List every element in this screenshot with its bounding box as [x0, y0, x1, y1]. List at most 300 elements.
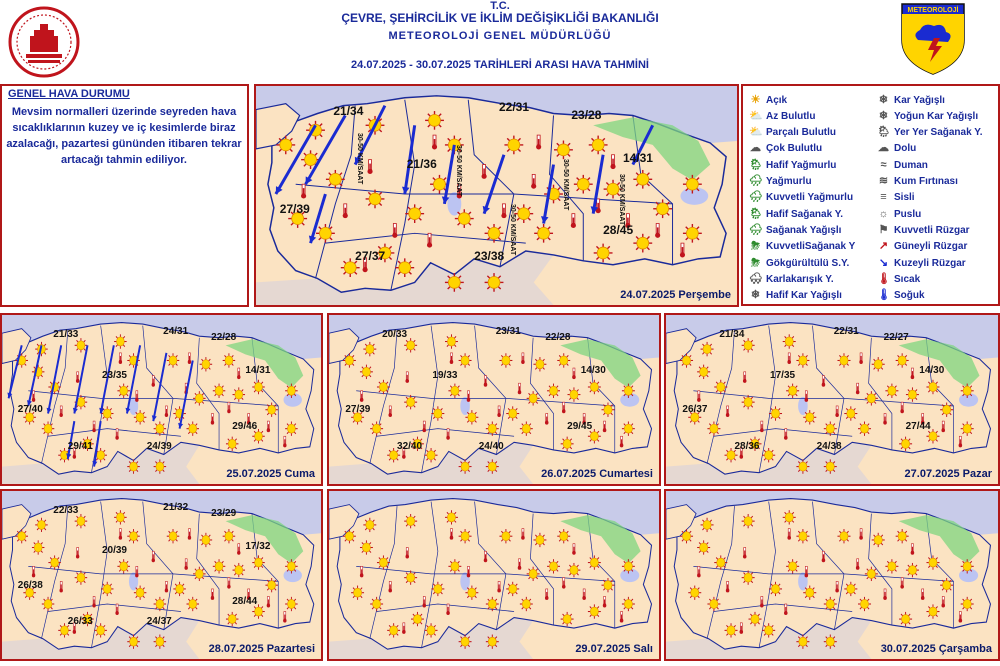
- sun-icon: [404, 338, 417, 352]
- sandstorm-icon: ≋: [878, 175, 889, 187]
- wind-speed-label: 30-50 KM/SAAT: [617, 174, 625, 226]
- map-date-label: 26.07.2025 Cumartesi: [541, 468, 653, 480]
- temperature-label: 27/39: [279, 201, 310, 216]
- temperature-label: 14/31: [622, 150, 653, 165]
- sun-icon: [520, 421, 533, 435]
- sun-icon: [351, 586, 364, 600]
- sun-icon: [588, 555, 601, 569]
- sun-icon: [796, 529, 809, 543]
- temperature-label: 22/31: [498, 99, 529, 114]
- map-date-label: 30.07.2025 Çarşamba: [880, 643, 992, 655]
- sun-icon: [714, 380, 727, 394]
- hot-thermometer-icon: [237, 368, 240, 379]
- temperature-label: 14/30: [580, 365, 606, 377]
- sun-icon: [824, 459, 837, 473]
- hot-thermometer-icon: [571, 214, 576, 228]
- smoke-icon: ≈: [880, 158, 887, 171]
- hot-thermometer-icon: [603, 421, 607, 432]
- sun-icon: [561, 612, 574, 626]
- sun-icon: [786, 559, 799, 573]
- sun-icon: [445, 334, 458, 348]
- sun-icon: [377, 380, 390, 394]
- sun-icon: [701, 342, 714, 356]
- sun-icon: [499, 353, 512, 367]
- sun-icon: [404, 514, 417, 528]
- map-canvas: [666, 315, 998, 484]
- hot-thermometer-icon: [237, 544, 240, 555]
- temperature-label: 23/28: [571, 107, 602, 122]
- sun-icon: [114, 510, 126, 524]
- sun-icon: [504, 136, 523, 155]
- sun-icon: [233, 387, 245, 401]
- sun-icon: [455, 209, 474, 228]
- hot-thermometer-icon: [367, 160, 372, 174]
- legend-item: [877, 271, 920, 287]
- sun-icon: [252, 555, 264, 569]
- sun-icon: [557, 529, 570, 543]
- map-canvas: [256, 86, 737, 305]
- legend-item: [749, 157, 836, 173]
- hot-thermometer-icon: [76, 372, 79, 383]
- hot-thermometer-icon: [427, 233, 432, 247]
- temperature-label: 23/31: [495, 325, 521, 337]
- hot-thermometer-icon: [188, 529, 191, 540]
- hot-thermometer-icon: [152, 376, 155, 387]
- header-ministry: ÇEVRE, ŞEHİRCİLİK VE İKLİM DEĞİŞİKLİĞİ BAKANLIĞI: [341, 11, 659, 25]
- hot-thermometer-icon: [467, 391, 471, 402]
- sun-icon: [786, 384, 799, 398]
- sun-icon: [742, 395, 755, 409]
- temperature-label: 27/37: [355, 249, 386, 264]
- legend-label: Çok Bulutlu: [766, 143, 823, 155]
- temperature-label: 21/33: [53, 328, 79, 340]
- hot-thermometer-icon: [911, 368, 915, 379]
- hot-thermometer-icon: [562, 578, 566, 589]
- sun-icon: [167, 353, 179, 367]
- sun-icon: [707, 421, 720, 435]
- hot-thermometer-icon: [859, 529, 863, 540]
- map-canvas: [2, 315, 321, 484]
- hot-thermometer-icon: [835, 406, 839, 417]
- sun-icon: [485, 273, 504, 292]
- sun-icon: [75, 338, 87, 352]
- hot-thermometer-icon: [582, 589, 586, 600]
- hot-thermometer-icon: [184, 559, 187, 570]
- temperature-label: 20/39: [101, 545, 127, 557]
- sun-icon: [533, 533, 546, 547]
- map-date-label: 27.07.2025 Pazar: [904, 468, 992, 480]
- hot-thermometer-icon: [422, 421, 426, 432]
- sun-icon: [75, 570, 87, 584]
- hot-thermometer-icon: [450, 529, 454, 540]
- sun-icon: [796, 353, 809, 367]
- sun-icon: [858, 421, 871, 435]
- sun-icon: [602, 578, 615, 592]
- sun-icon: [561, 437, 574, 451]
- hot-thermometer-icon: [959, 612, 963, 623]
- hot-thermometer-icon: [518, 559, 522, 570]
- legend-item: [749, 222, 841, 238]
- legend-label: Kar Yağışlı: [894, 94, 945, 106]
- legend-item: [877, 92, 945, 108]
- legend-label: Açık: [766, 94, 788, 106]
- sun-icon: ☀: [750, 93, 761, 106]
- temperature-label: 22/28: [545, 331, 571, 343]
- hot-thermometer-icon: [572, 368, 576, 379]
- hot-thermometer-icon: [760, 421, 764, 432]
- sun-icon: [567, 387, 580, 401]
- legend-label: Dolu: [894, 143, 917, 155]
- legend-item: [877, 222, 970, 238]
- hot-thermometer-icon: [883, 589, 887, 600]
- legend-label: Parçalı Bulutlu: [766, 127, 837, 139]
- sun-icon: [633, 170, 652, 189]
- sun-icon: [885, 384, 898, 398]
- temperature-label: 23/38: [474, 249, 505, 264]
- sun-icon: [961, 421, 974, 435]
- sun-icon: [844, 406, 857, 420]
- legend-item: [749, 190, 853, 206]
- sun-icon: [796, 635, 809, 649]
- sun-icon: [316, 224, 335, 243]
- hot-thermometer-icon: [32, 391, 35, 402]
- sun-icon: [186, 421, 198, 435]
- legend-item: [877, 239, 967, 255]
- hot-thermometer-icon: [959, 436, 963, 447]
- strong-wind-icon: ⚑: [878, 223, 889, 236]
- hot-thermometer-icon: [697, 566, 701, 577]
- sun-icon: [200, 357, 212, 371]
- wind-speed-label: 30-50 KM/SAAT: [562, 158, 570, 210]
- sun-icon: [445, 510, 458, 524]
- haze-icon: ☼: [878, 207, 889, 220]
- map-canvas: [666, 491, 998, 659]
- sun-icon: [622, 597, 635, 611]
- legend-label: Kuzeyli Rüzgar: [894, 257, 966, 269]
- temperature-label: 23/29: [211, 507, 237, 519]
- sun-icon: [459, 635, 472, 649]
- hot-thermometer-icon: [620, 612, 624, 623]
- sun-icon: [127, 529, 139, 543]
- hot-thermometer-icon: [135, 566, 138, 577]
- temperature-label: 23/35: [101, 369, 127, 381]
- temperature-label: 26/33: [67, 616, 93, 628]
- sun-icon: [223, 353, 235, 367]
- sun-icon: [872, 533, 885, 547]
- legend-item: [749, 288, 842, 304]
- hot-thermometer-icon: [545, 589, 549, 600]
- sun-icon: [803, 586, 816, 600]
- sun-icon: [186, 597, 198, 611]
- shower-icon: 🌧: [749, 223, 763, 236]
- hot-thermometer-icon: [856, 559, 860, 570]
- sun-icon: [783, 510, 796, 524]
- sun-icon: [762, 623, 775, 637]
- temperature-label: 21/36: [406, 156, 437, 171]
- map-date-label: 28.07.2025 Pazartesi: [208, 643, 315, 655]
- map-date-label: 25.07.2025 Cuma: [226, 468, 315, 480]
- hot-thermometer-icon: [92, 596, 95, 607]
- sun-icon: [872, 357, 885, 371]
- hot-thermometer-icon: [941, 421, 945, 432]
- legend-label: KuvvetliSağanak Y: [766, 241, 856, 253]
- sun-icon: [226, 612, 238, 626]
- hot-thermometer-icon: [267, 421, 270, 432]
- hot-thermometer-icon: [165, 581, 168, 592]
- sun-icon: [459, 353, 472, 367]
- sun-icon: [252, 380, 264, 394]
- legend-item: [877, 206, 921, 222]
- hot-thermometer-icon: [283, 612, 286, 623]
- hot-thermometer-icon: [941, 596, 945, 607]
- hot-thermometer-icon: [32, 566, 35, 577]
- sun-icon: [961, 559, 974, 573]
- hot-thermometer-icon: [115, 604, 118, 615]
- sun-icon: [411, 612, 424, 626]
- sun-icon: [377, 555, 390, 569]
- hot-thermometer-icon: [301, 184, 306, 198]
- hot-thermometer-icon: [482, 165, 487, 179]
- partly-cloudy-icon: ⛅: [749, 126, 763, 139]
- hot-thermometer-icon: [446, 429, 450, 440]
- hot-thermometer-icon: [822, 376, 826, 387]
- sun-icon: [42, 421, 54, 435]
- sun-icon: [899, 612, 912, 626]
- temperature-label: 28/36: [734, 440, 760, 452]
- hot-thermometer-icon: [859, 353, 863, 364]
- sun-icon: [697, 540, 710, 554]
- sun-icon: [425, 111, 444, 130]
- sun-icon: [588, 380, 601, 394]
- sun-icon: [926, 380, 939, 394]
- sun-icon: [885, 559, 898, 573]
- sun-icon: [824, 597, 837, 611]
- sun-icon: [486, 635, 499, 649]
- sun-icon: [701, 518, 714, 532]
- hot-thermometer-icon: [484, 376, 488, 387]
- hot-thermometer-icon: [805, 391, 809, 402]
- sun-icon: [824, 635, 837, 649]
- legend-label: Soğuk: [894, 290, 925, 302]
- header-tc: T.C.: [490, 0, 510, 12]
- hot-thermometer-icon: [743, 548, 747, 559]
- forecast-map-day-4: [664, 313, 1000, 486]
- sun-icon: [533, 357, 546, 371]
- map-canvas: [329, 491, 659, 659]
- sun-icon: [117, 559, 129, 573]
- hot-thermometer-icon: [900, 402, 904, 413]
- sun-icon: [858, 597, 871, 611]
- sun-icon: [769, 406, 782, 420]
- sun-icon: [233, 563, 245, 577]
- legend-label: Hafif Yağmurlu: [766, 159, 837, 171]
- sun-icon: [285, 559, 297, 573]
- sun-icon: [213, 384, 225, 398]
- sun-icon: [769, 582, 782, 596]
- hot-thermometer-icon: [787, 529, 791, 540]
- hot-thermometer-icon: [388, 581, 392, 592]
- sun-icon: [387, 623, 400, 637]
- sun-icon: [725, 623, 738, 637]
- sun-icon: [154, 597, 166, 611]
- temperature-label: 24/38: [816, 440, 842, 452]
- legend-item: [877, 141, 916, 157]
- sun-icon: [370, 421, 383, 435]
- legend-item: [749, 92, 787, 108]
- hot-thermometer-icon: [432, 135, 437, 149]
- hot-thermometer-icon: [211, 414, 214, 425]
- header-date-range: 24.07.2025 - 30.07.2025 TARİHLERİ ARASI HAVA TAHMİNİ: [351, 59, 649, 71]
- hot-thermometer-icon: [518, 383, 522, 394]
- sun-icon: [748, 612, 761, 626]
- temperature-label: 17/32: [245, 540, 271, 552]
- sun-icon: [796, 459, 809, 473]
- hot-thermometer-icon: [484, 551, 488, 562]
- hot-thermometer-icon: [787, 353, 791, 364]
- sun-icon: [865, 391, 878, 405]
- sun-icon: [223, 529, 235, 543]
- temperature-label: 14/31: [245, 365, 271, 377]
- fog-icon: ≡: [880, 191, 887, 204]
- sun-icon: [844, 582, 857, 596]
- forecast-map-day-7: [664, 489, 1000, 661]
- sun-icon: [370, 597, 383, 611]
- sun-icon: [465, 410, 478, 424]
- sun-icon: [193, 391, 205, 405]
- sun-icon: [35, 518, 47, 532]
- sun-icon: [134, 410, 146, 424]
- legend-label: Kuvvetli Rüzgar: [894, 224, 970, 236]
- temperature-label: 22/27: [883, 331, 909, 343]
- sun-icon: [75, 514, 87, 528]
- sun-icon: [824, 421, 837, 435]
- hot-thermometer-icon: [360, 566, 364, 577]
- hot-thermometer-icon: 🌡: [877, 272, 891, 285]
- forecast-map-day-2: [0, 313, 323, 486]
- sun-icon: [896, 353, 909, 367]
- sun-icon: [285, 597, 297, 611]
- legend-item: [749, 255, 849, 271]
- sun-icon: [42, 597, 54, 611]
- sun-icon: [506, 582, 519, 596]
- temperature-label: 28/45: [603, 223, 634, 238]
- legend-item: [877, 125, 983, 141]
- snow-icon: ❄: [878, 93, 889, 106]
- temperature-label: 29/46: [232, 421, 258, 433]
- ministry-logo: [8, 6, 80, 78]
- sun-icon: [589, 136, 608, 155]
- hot-thermometer-icon: [467, 566, 471, 577]
- legend-item: [877, 108, 978, 124]
- temperature-label: 28/44: [232, 596, 258, 608]
- hot-thermometer-icon: [283, 436, 286, 447]
- sun-icon: [265, 578, 277, 592]
- temperature-label: 32/40: [397, 440, 423, 452]
- hot-thermometer-icon: [521, 529, 525, 540]
- hot-thermometer-icon: [521, 353, 525, 364]
- sun-icon: [276, 136, 295, 155]
- sun-icon: [15, 529, 27, 543]
- temperature-label: 21/34: [333, 103, 364, 118]
- sun-icon: [865, 567, 878, 581]
- hot-thermometer-icon: [392, 223, 397, 237]
- sun-icon: [527, 567, 540, 581]
- header: [0, 0, 1000, 80]
- wind-speed-label: 30-50 KM/SAAT: [455, 144, 463, 197]
- hot-thermometer-icon: [227, 402, 230, 413]
- sleet-icon: 🌨: [749, 272, 763, 285]
- legend-item: [749, 174, 812, 190]
- heavy-rain-icon: 🌧: [749, 191, 763, 204]
- hot-thermometer-icon: [531, 174, 536, 188]
- hot-thermometer-icon: [119, 529, 122, 540]
- sun-icon: [167, 529, 179, 543]
- heavy-shower-icon: ⛈: [751, 240, 760, 253]
- legend-item: [877, 157, 928, 173]
- sun-icon: [445, 273, 464, 292]
- hot-thermometer-icon: [620, 436, 624, 447]
- sun-icon: [680, 353, 693, 367]
- sun-icon: [343, 529, 356, 543]
- temperature-label: 21/32: [163, 501, 189, 513]
- legend-label: Yağmurlu: [766, 176, 812, 187]
- sun-icon: [896, 529, 909, 543]
- sun-icon: [213, 559, 225, 573]
- hot-thermometer-icon: [76, 548, 79, 559]
- temperature-label: 26/38: [17, 579, 43, 591]
- local-shower-icon: 🌦: [877, 126, 891, 139]
- hot-thermometer-icon: [856, 383, 860, 394]
- sun-icon: [697, 365, 710, 379]
- hot-thermometer-icon: [135, 391, 138, 402]
- sun-icon: [486, 421, 499, 435]
- sun-icon: [173, 582, 185, 596]
- sun-icon: [926, 604, 939, 618]
- forecast-map-day-6: [327, 489, 661, 661]
- sun-icon: [343, 353, 356, 367]
- hot-thermometer-icon: [446, 604, 450, 615]
- sun-icon: [783, 334, 796, 348]
- sun-icon: [499, 529, 512, 543]
- hot-thermometer-icon: [450, 353, 454, 364]
- sun-icon: [117, 384, 129, 398]
- hot-thermometer-icon: [726, 581, 730, 592]
- sun-icon: [683, 175, 702, 194]
- hot-thermometer-icon: [165, 406, 168, 417]
- sun-icon: [101, 406, 113, 420]
- sun-icon: [527, 391, 540, 405]
- sun-icon: [940, 578, 953, 592]
- hot-thermometer-icon: [497, 406, 501, 417]
- hot-thermometer-icon: [115, 429, 118, 440]
- temperature-label: 24/39: [146, 440, 172, 452]
- sun-icon: [94, 623, 106, 637]
- sun-icon: [101, 582, 113, 596]
- temperature-label: 19/33: [432, 369, 458, 381]
- temperature-label: 24/37: [146, 616, 172, 628]
- map-date-label: 24.07.2025 Perşembe: [620, 289, 731, 301]
- header-directorate: METEOROLOJİ GENEL MÜDÜRLÜĞÜ: [388, 30, 612, 42]
- meteoroloji-logo-text: METEOROLOJİ: [907, 7, 959, 14]
- sun-icon: [363, 342, 376, 356]
- hot-thermometer-icon: [921, 589, 925, 600]
- sun-icon: [448, 559, 461, 573]
- legend-item: [749, 206, 843, 222]
- light-snow-icon: ❄: [750, 289, 761, 302]
- map-canvas: [329, 315, 659, 484]
- hot-thermometer-icon: [784, 604, 788, 615]
- sun-icon: [742, 570, 755, 584]
